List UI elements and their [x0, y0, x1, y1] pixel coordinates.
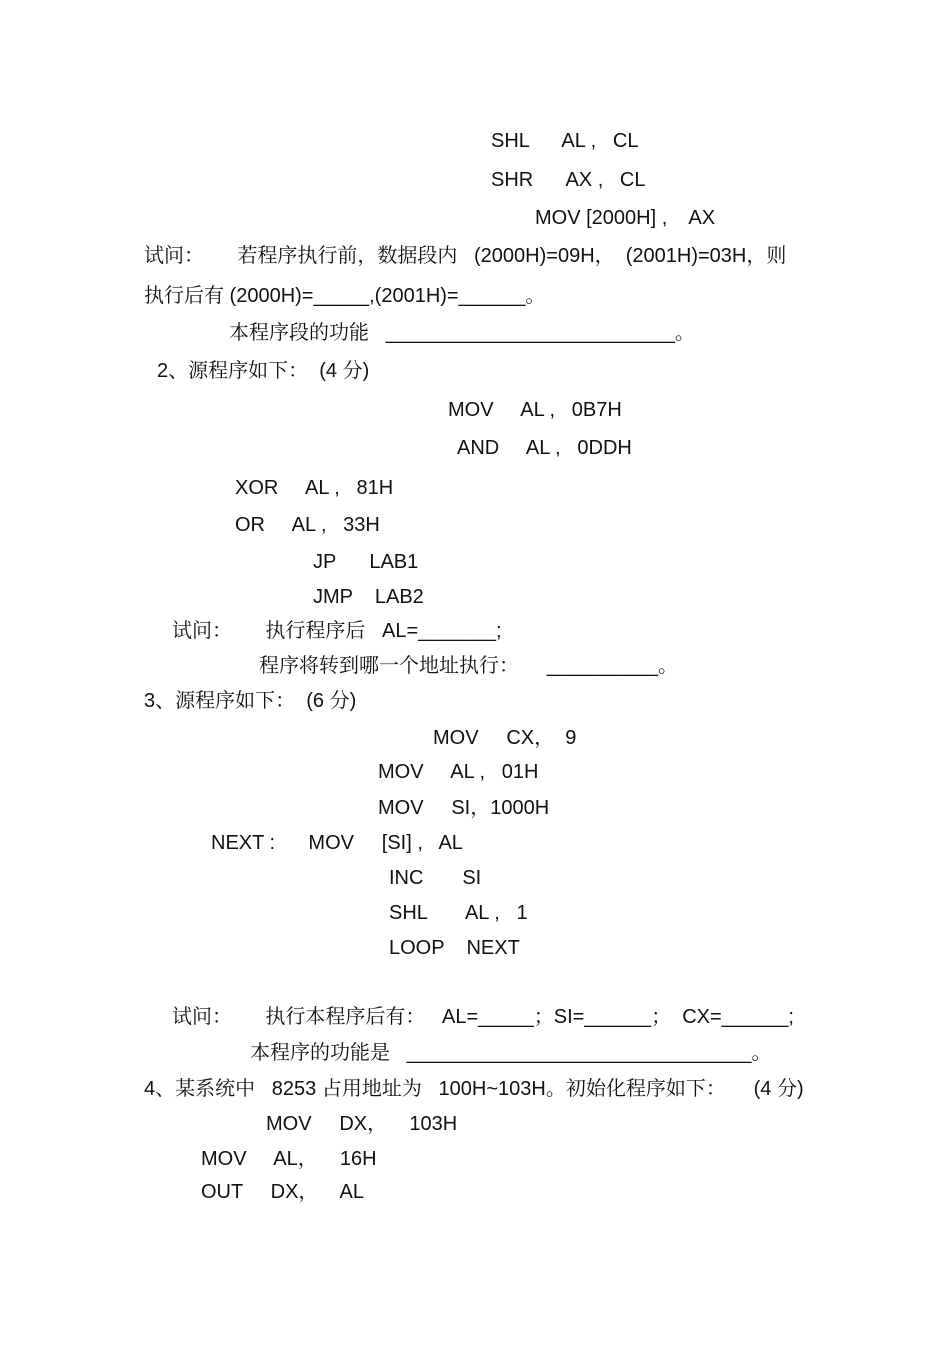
code-line: MOV AL， 16H [201, 1148, 377, 1170]
code-line: AND AL , 0DDH [457, 437, 632, 459]
question-text: 试问： 执行程序后 AL=_______; [172, 620, 502, 642]
code-line: LOOP NEXT [389, 937, 520, 959]
section-heading: 4、某系统中 8253 占用地址为 100H~103H。初始化程序如下： (4 分) [144, 1078, 804, 1100]
section-heading: 3、源程序如下： (6 分) [144, 690, 357, 712]
question-text: 试问： 若程序执行前，数据段内 (2000H)=09H， (2001H)=03H，则 [144, 245, 787, 267]
code-line: XOR AL , 81H [235, 477, 394, 499]
code-line: JMP LAB2 [313, 586, 424, 608]
code-line: OUT DX， AL [201, 1181, 365, 1203]
question-text: 试问： 执行本程序后有： AL=_____；SI=______； CX=______; [172, 1006, 794, 1028]
code-line: MOV AL , 01H [378, 761, 539, 783]
code-line: INC SI [389, 867, 482, 889]
code-line: NEXT : MOV [SI] , AL [211, 832, 463, 854]
code-line: MOV SI，1000H [378, 797, 550, 819]
code-line-shr-ax-cl: SHR AX , CL [491, 169, 646, 191]
code-line: MOV AL , 0B7H [448, 399, 622, 421]
code-line: OR AL , 33H [235, 514, 380, 536]
question-text: 执行后有 (2000H)=_____,(2001H)=______。 [144, 285, 546, 307]
code-line: JP LAB1 [313, 551, 419, 573]
question-text: 本程序段的功能 __________________________。 [229, 322, 695, 344]
question-text: 本程序的功能是 _______________________________。 [250, 1042, 772, 1064]
code-line: MOV DX， 103H [266, 1113, 458, 1135]
code-line: MOV CX， 9 [433, 727, 577, 749]
section-heading: 2、源程序如下： (4 分) [157, 360, 370, 382]
code-line-shl-al-cl: SHL AL , CL [491, 130, 639, 152]
question-text: 程序将转到哪一个地址执行： __________。 [259, 655, 679, 677]
code-line-mov-2000h-ax: MOV [2000H] , AX [535, 207, 716, 229]
code-line: SHL AL , 1 [389, 902, 528, 924]
